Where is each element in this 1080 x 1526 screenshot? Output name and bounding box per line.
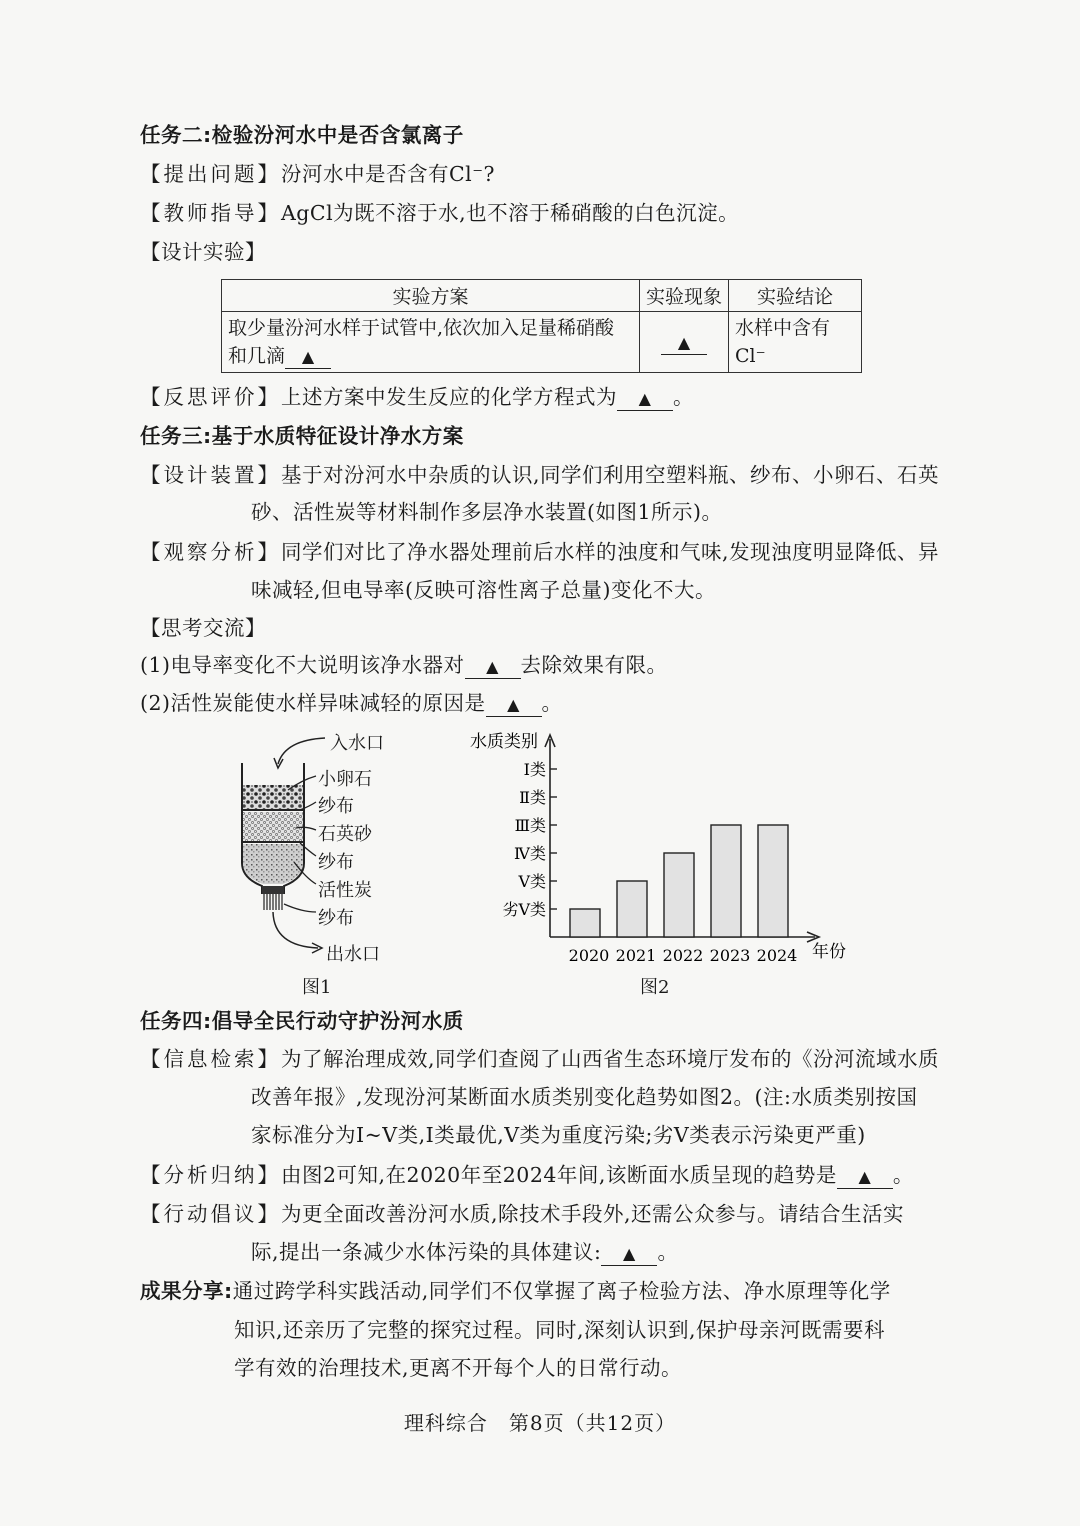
x-axis-unit: 年份 bbox=[812, 942, 846, 962]
analysis-tag: 【分析归纳】 bbox=[140, 1163, 281, 1187]
conclusion-cell: 水样中含有Cl⁻ bbox=[729, 312, 862, 373]
y-tick-label: Ⅲ类 bbox=[514, 816, 546, 835]
label-quartz-sand: 石英砂 bbox=[318, 824, 372, 845]
plan-line1: 取少量汾河水样于试管中,依次加入足量稀硝酸 bbox=[228, 317, 615, 339]
phenomenon-cell bbox=[640, 312, 729, 373]
info-line2: 改善年报》,发现汾河某断面水质类别变化趋势如图2。(注:水质类别按国 bbox=[251, 1085, 918, 1109]
bar-2023 bbox=[711, 825, 741, 937]
label-gauze-3: 纱布 bbox=[318, 908, 354, 929]
answer-blank[interactable]: ▲ bbox=[601, 1243, 657, 1266]
reflect-line: 【反思评价】上述方案中发生反应的化学方程式为 ▲ 。 bbox=[140, 385, 694, 409]
bar-2020 bbox=[570, 909, 600, 937]
chart-y-ticks bbox=[502, 760, 557, 919]
answer-blank[interactable]: ▲ bbox=[285, 346, 331, 369]
x-tick-label: 2022 bbox=[662, 946, 704, 965]
y-axis-title: 水质类别 bbox=[470, 732, 538, 752]
answer-blank[interactable]: ▲ bbox=[486, 694, 542, 717]
label-activated-carbon: 活性炭 bbox=[318, 880, 372, 901]
y-tick-label: Ⅰ类 bbox=[523, 760, 546, 779]
task2-title: 任务二:检验汾河水中是否含氯离子 bbox=[140, 123, 464, 147]
bar-2021 bbox=[617, 881, 647, 937]
chart-x-ticks bbox=[569, 946, 798, 965]
figure2-caption: 图2 bbox=[640, 977, 670, 998]
device-line: 【设计装置】基于对汾河水中杂质的认识,同学们利用空塑料瓶、纱布、小卵石、石英 bbox=[140, 463, 940, 487]
answer-blank[interactable]: ▲ bbox=[465, 656, 521, 679]
observe-line2: 味减轻,但电导率(反映可溶性离子总量)变化不大。 bbox=[251, 578, 717, 602]
chart-bars bbox=[570, 825, 788, 937]
teacher-line bbox=[140, 199, 739, 227]
action-tag: 【行动倡议】 bbox=[140, 1202, 281, 1226]
observe-tag: 【观察分析】 bbox=[140, 540, 281, 564]
table-row bbox=[222, 312, 862, 373]
task3-title: 任务三:基于水质特征设计净水方案 bbox=[140, 424, 464, 448]
plan-cell bbox=[222, 312, 640, 373]
label-inlet: 入水口 bbox=[330, 733, 384, 754]
x-tick-label: 2020 bbox=[568, 946, 610, 965]
summary-line: 成果分享:通过跨学科实践活动,同学们不仅掌握了离子检验方法、净水原理等化学 bbox=[140, 1279, 891, 1303]
answer-blank[interactable]: ▲ bbox=[661, 332, 707, 355]
device-line2: 砂、活性炭等材料制作多层净水装置(如图1所示)。 bbox=[251, 500, 723, 524]
question-2: (2)活性炭能使水样异味减轻的原因是 ▲ 。 bbox=[140, 691, 563, 715]
y-tick-label: Ⅳ类 bbox=[514, 844, 546, 863]
info-tag: 【信息检索】 bbox=[140, 1047, 281, 1071]
y-tick-label: Ⅱ类 bbox=[519, 788, 546, 807]
question-line bbox=[140, 160, 495, 188]
figure1-caption: 图1 bbox=[302, 977, 332, 998]
label-outlet: 出水口 bbox=[326, 944, 380, 965]
summary-tag: 成果分享: bbox=[140, 1279, 233, 1303]
label-pebble: 小卵石 bbox=[318, 769, 372, 790]
table-header-phenomenon: 实验现象 bbox=[640, 280, 729, 312]
summary-line2: 知识,还亲历了完整的探究过程。同时,深刻认识到,保护母亲河既需要科 bbox=[234, 1318, 886, 1342]
figure2-bar-chart bbox=[460, 725, 860, 970]
plan-line2: 和几滴 ▲ bbox=[228, 342, 633, 370]
x-tick-label: 2021 bbox=[615, 946, 657, 965]
y-tick-label: 劣Ⅴ类 bbox=[502, 900, 546, 919]
info-line: 【信息检索】为了解治理成效,同学们查阅了山西省生态环境厅发布的《汾河流域水质 bbox=[140, 1047, 940, 1071]
reflect-tag: 【反思评价】 bbox=[140, 385, 281, 409]
think-tag: 【思考交流】 bbox=[140, 616, 266, 640]
teacher-text: AgCl为既不溶于水,也不溶于稀硝酸的白色沉淀。 bbox=[281, 201, 740, 225]
question-text: 汾河水中是否含有Cl⁻? bbox=[281, 162, 496, 186]
bar-2024 bbox=[758, 825, 788, 937]
action-line2: 际,提出一条减少水体污染的具体建议: ▲ 。 bbox=[251, 1240, 679, 1264]
info-line3: 家标准分为Ⅰ~Ⅴ类,Ⅰ类最优,Ⅴ类为重度污染;劣Ⅴ类表示污染更严重) bbox=[251, 1123, 866, 1147]
y-tick-label: Ⅴ类 bbox=[518, 872, 546, 891]
analysis-line: 【分析归纳】由图2可知,在2020年至2024年间,该断面水质呈现的趋势是 ▲ 。 bbox=[140, 1163, 914, 1187]
x-tick-label: 2024 bbox=[756, 946, 798, 965]
answer-blank[interactable]: ▲ bbox=[837, 1166, 893, 1189]
table-header-plan: 实验方案 bbox=[222, 280, 640, 312]
summary-line3: 学有效的治理技术,更离不开每个人的日常行动。 bbox=[234, 1356, 683, 1380]
experiment-table bbox=[221, 279, 862, 373]
page-footer: 理科综合 第8页（共12页） bbox=[403, 1411, 677, 1435]
question-tag: 【提出问题】 bbox=[140, 162, 281, 186]
observe-line: 【观察分析】同学们对比了净水器处理前后水样的浊度和气味,发现浊度明显降低、异 bbox=[140, 540, 940, 564]
device-tag: 【设计装置】 bbox=[140, 463, 281, 487]
label-gauze-2: 纱布 bbox=[318, 852, 354, 873]
table-header-conclusion: 实验结论 bbox=[729, 280, 862, 312]
bar-2022 bbox=[664, 853, 694, 937]
question-1: (1)电导率变化不大说明该净水器对 ▲ 去除效果有限。 bbox=[140, 653, 668, 677]
x-tick-label: 2023 bbox=[709, 946, 751, 965]
teacher-tag: 【教师指导】 bbox=[140, 201, 281, 225]
task4-title: 任务四:倡导全民行动守护汾河水质 bbox=[140, 1009, 464, 1033]
action-line: 【行动倡议】为更全面改善汾河水质,除技术手段外,还需公众参与。请结合生活实 bbox=[140, 1202, 905, 1226]
answer-blank[interactable]: ▲ bbox=[617, 388, 673, 411]
design-tag: 【设计实验】 bbox=[140, 240, 266, 264]
label-gauze-1: 纱布 bbox=[318, 796, 354, 817]
